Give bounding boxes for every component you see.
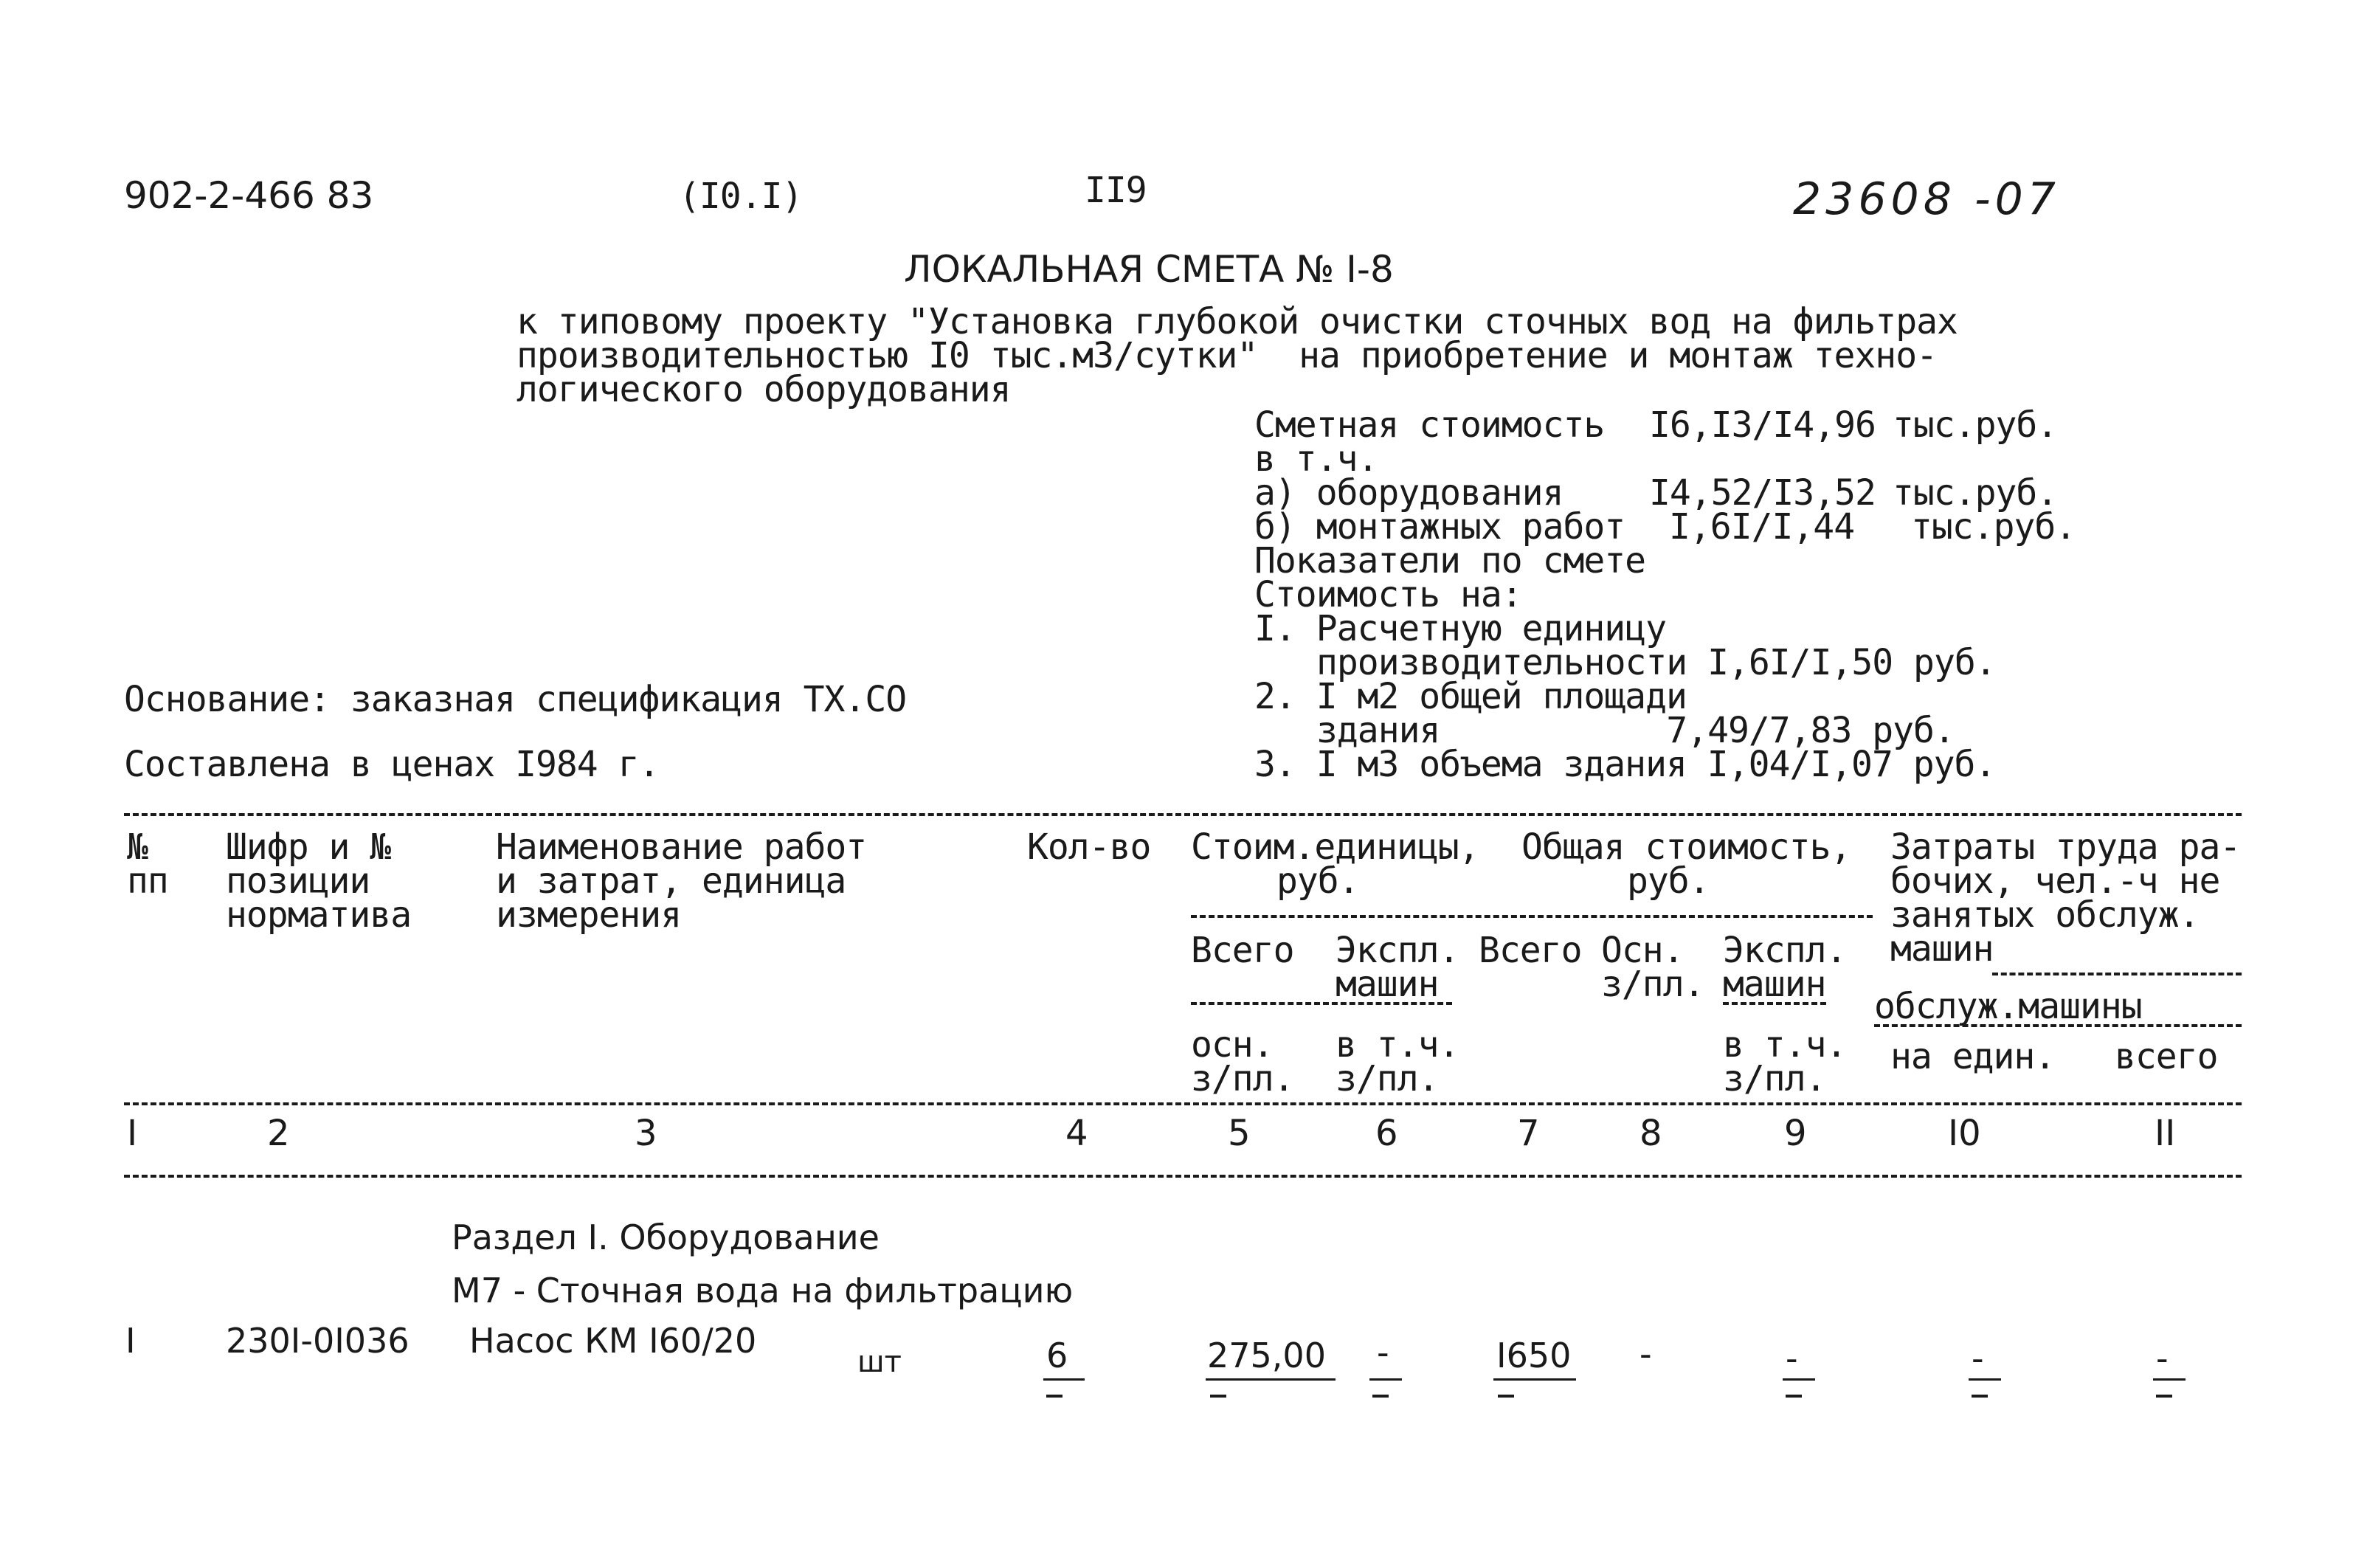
estimate-total-label: Сметная стоимость <box>1254 404 1605 446</box>
row-total: I650 <box>1496 1336 1572 1375</box>
row-total-tick <box>1498 1395 1514 1398</box>
col6-sub-2: машин <box>1336 964 1439 1005</box>
row-quantity-tick <box>1046 1395 1063 1398</box>
col9-sub-2: машин <box>1723 964 1826 1005</box>
row-unit-price: 275,00 <box>1207 1336 1326 1375</box>
numbers-bottom-rule <box>124 1175 2242 1178</box>
row-exploit-machines: - <box>1377 1333 1389 1372</box>
col-number-4: 4 <box>1065 1113 1088 1154</box>
row-base-wage: - <box>1640 1334 1652 1374</box>
indicator-3: 3. I м3 объема здания I,04/I,07 руб. <box>1254 744 1996 785</box>
col-number-10: I0 <box>1948 1113 1981 1154</box>
row-name: Насос КМ I60/20 <box>469 1321 757 1361</box>
col11-sub: всего <box>2115 1036 2218 1077</box>
indicators-label: Показатели по смете <box>1254 540 1646 581</box>
estimate-installation-unit: тыс.руб. <box>1911 506 2076 548</box>
col4-header: Кол-во <box>1027 826 1151 868</box>
estimate-total-unit: тыс.руб. <box>1893 404 2058 446</box>
indicator-2-line-1: 2. I м2 общей площади <box>1254 676 1687 717</box>
col1-header-2: пп <box>127 860 168 902</box>
col-number-6: 6 <box>1375 1113 1398 1154</box>
indicator-2-line-2: здания 7,49/7,83 руб. <box>1316 710 1955 751</box>
estimate-equipment-unit: тыс.руб. <box>1893 472 2058 514</box>
col2-header-3: норматива <box>226 894 412 936</box>
handwritten-stamp-number: 23608 -07 <box>1793 173 2060 225</box>
row-unit-price-underline <box>1206 1378 1336 1381</box>
row-total-underline <box>1493 1378 1576 1381</box>
row-exploit-total-tick <box>1786 1395 1802 1398</box>
col2-header-1: Шифр и № <box>226 826 391 868</box>
row-labor-total-tick <box>2156 1395 2172 1398</box>
unit-cost-header-1: Стоим.единицы, <box>1191 826 1479 868</box>
labor-header-1: Затраты труда ра- <box>1890 826 2241 868</box>
total-cost-header-2: руб. <box>1627 860 1710 902</box>
row-quantity: 6 <box>1046 1336 1068 1375</box>
estimate-equipment-value: I4,52/I3,52 <box>1649 472 1876 514</box>
row-labor-total-underline <box>2153 1378 2186 1381</box>
col6-sub-3a: в т.ч. <box>1336 1024 1459 1066</box>
total-cost-header-1: Общая стоимость, <box>1521 826 1851 868</box>
col-number-9: 9 <box>1784 1113 1807 1154</box>
header-subrule-1 <box>1191 915 1873 918</box>
price-year-text: Составлена в ценах I984 г. <box>124 744 660 785</box>
estimate-total-value: I6,I3/I4,96 <box>1649 404 1876 446</box>
unit-cost-header-2: руб. <box>1276 860 1359 902</box>
subtitle-line-2: производительностью I0 тыс.м3/сутки" на приобретение и монтаж техно- <box>516 335 1937 376</box>
header-subrule-2b <box>1723 1002 1826 1005</box>
col-number-8: 8 <box>1640 1113 1662 1154</box>
col5-sub-1: Всего <box>1191 930 1294 971</box>
row-number: I <box>125 1321 136 1361</box>
col3-header-3: измерения <box>496 894 682 936</box>
labor-header-3: занятых обслуж. <box>1890 894 2200 936</box>
col7-sub: Всего <box>1479 930 1582 971</box>
col8-sub-1: Осн. <box>1601 930 1684 971</box>
header-bottom-rule <box>124 1102 2242 1105</box>
row-unit: шт <box>857 1345 902 1379</box>
row-exploit-tick <box>1372 1395 1389 1398</box>
col-number-3: 3 <box>635 1113 657 1154</box>
row-exploit-total-underline <box>1783 1378 1815 1381</box>
row-exploit-total: - <box>1786 1339 1798 1378</box>
row-unit-price-tick <box>1210 1395 1226 1398</box>
header-subrule-2a <box>1191 1002 1452 1005</box>
labor-header-2: бочих, чел.-ч не <box>1890 860 2220 902</box>
col9-sub-3a: в т.ч. <box>1723 1024 1847 1066</box>
basis-text: Основание: заказная спецификация ТХ.СО <box>124 679 907 720</box>
page-number: II9 <box>1085 170 1147 211</box>
estimate-incl-label: в т.ч. <box>1254 438 1378 480</box>
col2-header-2: позиции <box>226 860 370 902</box>
col1-header-1: № <box>127 826 148 868</box>
table-top-rule <box>124 813 2242 816</box>
estimate-installation-label: б) монтажных работ <box>1254 506 1625 548</box>
labor-sub-header: обслуж.машины <box>1874 986 2142 1027</box>
row-exploit-underline <box>1369 1378 1402 1381</box>
row-code: 230I-0I036 <box>226 1321 410 1361</box>
row-labor-per-unit-tick <box>1972 1395 1988 1398</box>
sheet-reference: (I0.I) <box>679 176 803 217</box>
subtitle-line-3: логического оборудования <box>516 369 1011 410</box>
col-number-5: 5 <box>1228 1113 1251 1154</box>
col3-header-2: и затрат, единица <box>496 860 846 902</box>
indicator-1-line-2: производительности I,6I/I,50 руб. <box>1316 642 1996 683</box>
col-number-2: 2 <box>267 1113 290 1154</box>
section-title: Раздел I. Оборудование <box>452 1218 880 1257</box>
row-labor-per-unit-underline <box>1969 1378 2001 1381</box>
row-quantity-underline <box>1043 1378 1085 1381</box>
col-number-1: I <box>127 1113 138 1154</box>
col6-sub-1: Экспл. <box>1336 930 1459 971</box>
estimate-equipment-label: а) оборудования <box>1254 472 1564 514</box>
project-code: 902-2-466 83 <box>124 174 374 217</box>
document-title: ЛОКАЛЬНАЯ СМЕТА № I-8 <box>904 248 1394 291</box>
col6-sub-3b: з/пл. <box>1336 1058 1439 1099</box>
estimate-installation-value: I,6I/I,44 <box>1669 506 1855 548</box>
cost-label: Стоимость на: <box>1254 574 1522 615</box>
subtitle-line-1: к типовому проекту "Установка глубокой очистки сточных вод на фильтрах <box>516 301 1958 342</box>
col10-sub: на един. <box>1890 1036 2056 1077</box>
col9-sub-1: Экспл. <box>1723 930 1847 971</box>
labor-header-4: машин <box>1890 928 1994 970</box>
col5-sub-2a: осн. <box>1191 1024 1274 1066</box>
col9-sub-3b: з/пл. <box>1723 1058 1826 1099</box>
col-number-7: 7 <box>1517 1113 1540 1154</box>
header-subrule-2c <box>1992 973 2242 975</box>
row-labor-total: - <box>2156 1339 2169 1378</box>
col3-header-1: Наименование работ <box>496 826 867 868</box>
row-labor-per-unit: - <box>1972 1339 1984 1378</box>
col8-sub-2: з/пл. <box>1601 964 1704 1005</box>
col-number-11: II <box>2155 1113 2176 1154</box>
header-subrule-3 <box>1874 1024 2242 1027</box>
indicator-1-line-1: I. Расчетную единицу <box>1254 608 1666 649</box>
section-subtitle: М7 - Сточная вода на фильтрацию <box>452 1271 1074 1310</box>
col5-sub-2b: з/пл. <box>1191 1058 1294 1099</box>
